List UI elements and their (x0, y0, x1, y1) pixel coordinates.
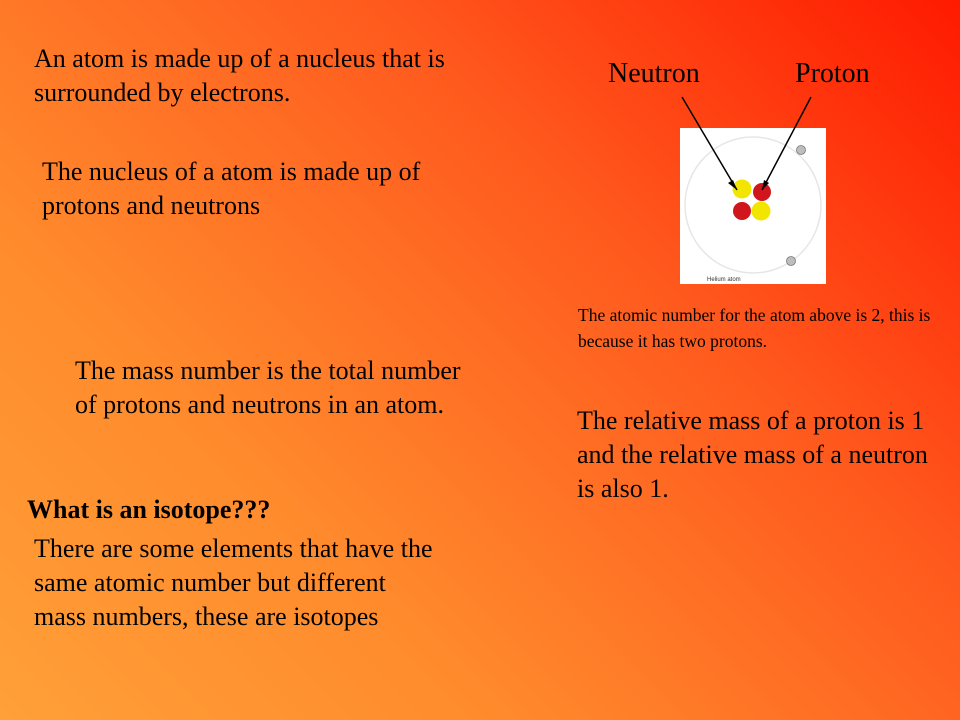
electron-icon (787, 257, 796, 266)
electron-icon (797, 146, 806, 155)
isotope-body-text: There are some elements that have the same atomic number but different mass numbers, these are isotopes (34, 534, 433, 631)
mass-number-text: The mass number is the total number of protons and neutrons in an atom. (75, 356, 461, 419)
neutron-icon (752, 202, 771, 221)
relative-mass-text: The relative mass of a proton is 1 and the relative mass of a neutron is also 1. (577, 406, 928, 503)
proton-icon (753, 183, 771, 201)
nucleus-text: The nucleus of a atom is made up of protons and neutrons (42, 157, 421, 220)
atomic-number-text: The atomic number for the atom above is 2, this is because it has two protons. (578, 305, 931, 351)
neutron-label: Neutron (608, 58, 700, 89)
neutron-icon (733, 180, 752, 199)
proton-label: Proton (795, 58, 870, 89)
atom-intro-text: An atom is made up of a nucleus that is surrounded by electrons. (34, 44, 445, 107)
diagram-caption: Helium atom (707, 277, 741, 283)
proton-icon (733, 202, 751, 220)
isotope-heading: What is an isotope??? (27, 495, 271, 524)
